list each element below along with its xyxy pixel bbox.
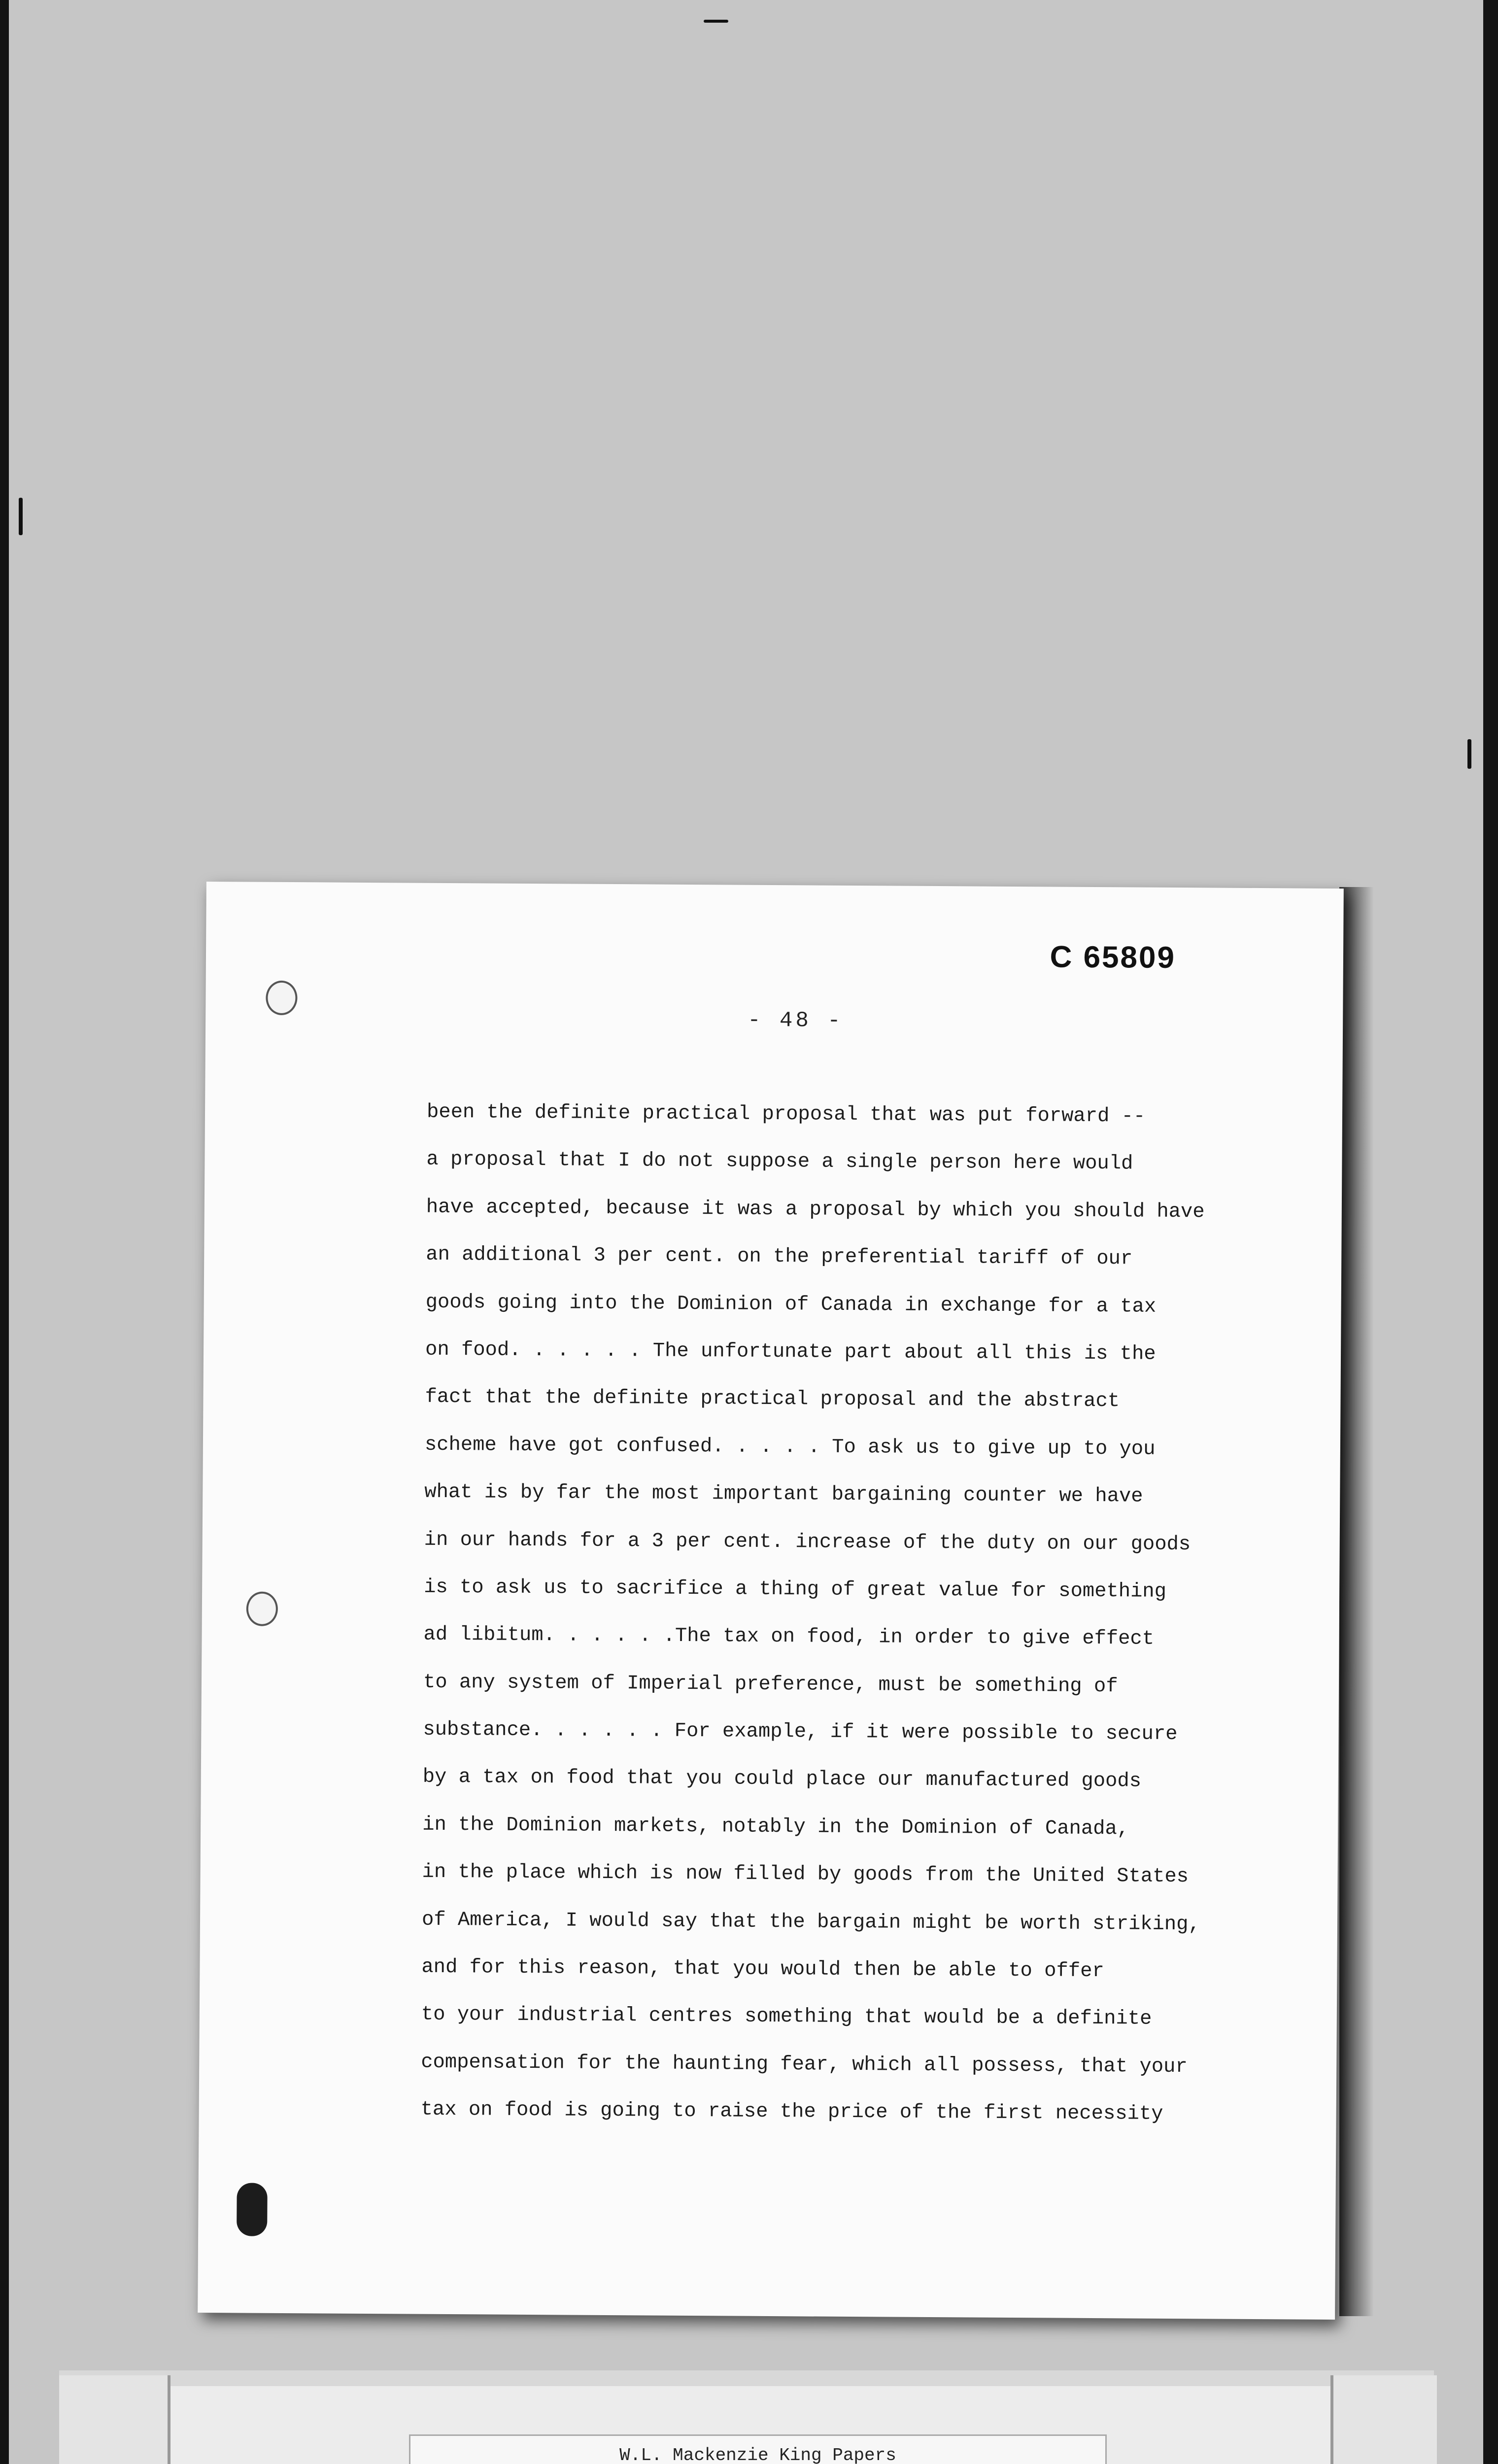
text-line: by a tax on food that you could place our manufactured goods xyxy=(422,1766,1142,1793)
punch-hole-middle xyxy=(246,1592,278,1626)
text-line: have accepted, because it was a proposal by which you should have xyxy=(426,1196,1205,1224)
film-frame-right xyxy=(1483,0,1498,2464)
typed-body-text xyxy=(420,1098,1294,2149)
collection-name: W.L. Mackenzie King Papers xyxy=(619,2445,896,2464)
document-page xyxy=(198,882,1344,2320)
text-line: to your industrial centres something that would be a definite xyxy=(421,2003,1152,2031)
text-line: and for this reason, that you would then be able to offer xyxy=(421,1955,1104,1983)
text-line: a proposal that I do not suppose a single person here would xyxy=(426,1148,1133,1175)
text-line: on food. . . . . . The unfortunate part about all this is the xyxy=(425,1338,1156,1366)
text-line: goods going into the Dominion of Canada in exchange for a tax xyxy=(425,1291,1157,1318)
binder-clip xyxy=(237,2183,268,2236)
text-line: tax on food is going to raise the price of the first necessity xyxy=(420,2098,1163,2126)
text-line: of America, I would say that the bargain might be worth striking, xyxy=(421,1908,1200,1936)
text-line: substance. . . . . . For example, if it were possible to secure xyxy=(423,1718,1178,1746)
film-frame-left xyxy=(0,0,9,2464)
text-line: been the definite practical proposal that was put forward -- xyxy=(426,1100,1146,1128)
text-line: is to ask us to sacrifice a thing of great value for something xyxy=(424,1575,1167,1603)
text-line: compensation for the haunting fear, which all possess, that your xyxy=(421,2051,1188,2078)
text-line: in the place which is now filled by goods from the United States xyxy=(422,1860,1189,1888)
text-line: to any system of Imperial preference, must be something of xyxy=(423,1671,1118,1698)
sheet-shadow xyxy=(1339,887,1374,2316)
film-scratch-mark xyxy=(19,498,23,535)
text-line: in the Dominion markets, notably in the Dominion of Canada, xyxy=(422,1813,1129,1841)
film-scratch-mark xyxy=(1467,739,1471,769)
text-line: fact that the definite practical proposal and the abstract xyxy=(425,1386,1120,1413)
punch-hole-top xyxy=(266,981,297,1015)
text-line: ad libitum. . . . . .The tax on food, in order to give effect xyxy=(423,1623,1155,1651)
archive-stamp-tab-right xyxy=(1330,2375,1437,2464)
page-number: - 48 - xyxy=(748,1008,844,1033)
film-scratch-mark xyxy=(704,20,728,23)
collection-label xyxy=(409,2434,1107,2464)
archive-stamp-tab-left xyxy=(59,2375,170,2464)
text-line: an additional 3 per cent. on the preferential tariff of our xyxy=(426,1243,1133,1270)
text-line: in our hands for a 3 per cent. increase of the duty on our goods xyxy=(424,1528,1191,1556)
text-line: scheme have got confused. . . . . To ask us to give up to you xyxy=(424,1433,1156,1461)
text-line: what is by far the most important bargaining counter we have xyxy=(424,1480,1143,1508)
document-id-stamp: C 65809 xyxy=(1050,940,1176,975)
